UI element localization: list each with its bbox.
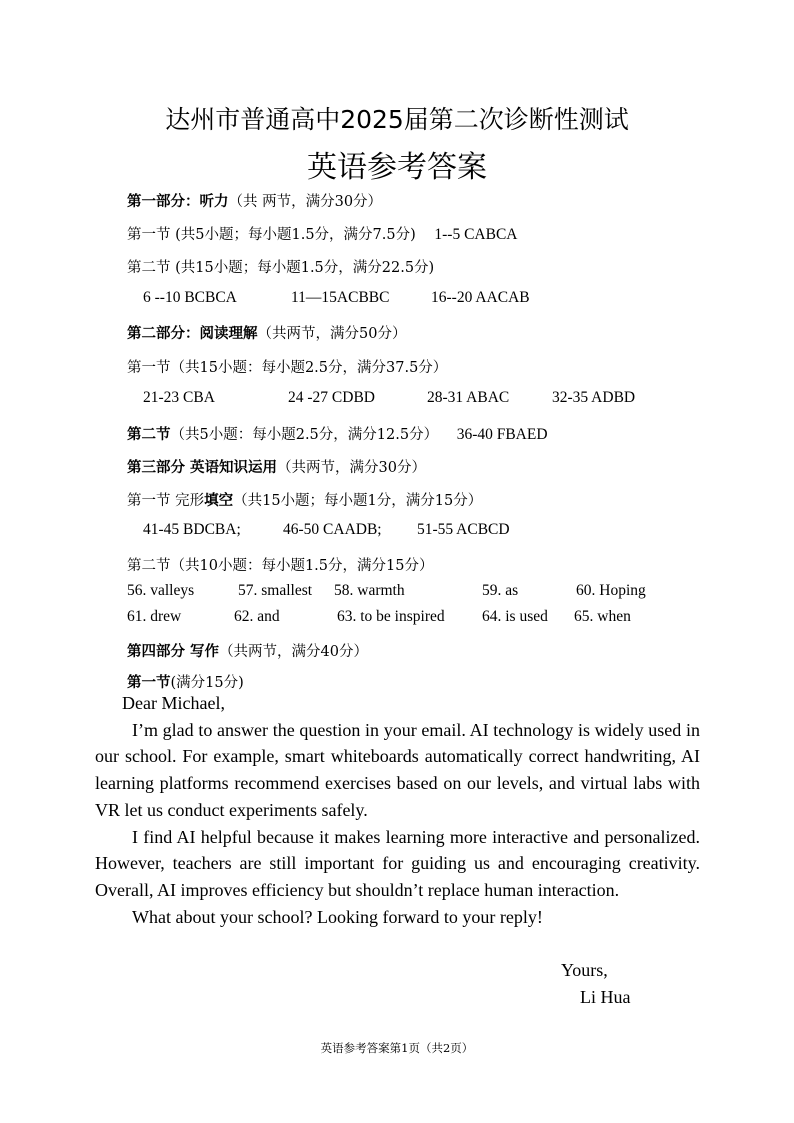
part1-sec1 (127, 223, 518, 244)
answer-item: 58. warmth (334, 582, 405, 599)
answer-item: 62. and (234, 608, 280, 625)
part4-sec1 (127, 671, 244, 692)
answer-item: 64. is used (482, 608, 548, 625)
part1-info: （共 两节，满分30分） (228, 194, 383, 210)
document-title: 达州市普通高中2025届第二次诊断性测试 (165, 105, 629, 134)
page-footer: 英语参考答案第1页（共2页） (320, 1041, 474, 1055)
answer-item: 57. smallest (238, 582, 313, 599)
answer-group: 21-23 CBA (143, 389, 215, 406)
part1-sec1-answers: 1--5 CABCA (434, 226, 518, 243)
document-subtitle: 英语参考答案 (307, 150, 487, 185)
letter-closing: Yours, (561, 960, 608, 980)
answer-group: 41-45 BDCBA; (143, 521, 241, 538)
part3-sec2-label: 第二节（共10小题：每小题1.5分，满分15分） (127, 558, 434, 574)
letter-signature: Li Hua (580, 987, 631, 1007)
answer-group: 16--20 AACAB (431, 289, 530, 306)
part4-sec1-label: 第一节 (127, 675, 171, 691)
answer-item: 63. to be inspired (337, 608, 445, 625)
part2-info: （共两节，满分50分） (257, 326, 407, 342)
letter-paragraph: What about your school? Looking forward to your reply! (132, 906, 543, 927)
answer-group: 11—15ACBBC (291, 289, 390, 306)
part4-heading: 第四部分 写作 (127, 644, 220, 660)
part3-sec1-label-bold: 填空 (204, 493, 234, 509)
part1-heading: 第一部分：听力 (127, 194, 229, 210)
answer-item: 56. valleys (127, 582, 195, 599)
part2-sec2-info: （共5小题：每小题2.5分，满分12.5分） (170, 427, 439, 443)
letter-paragraph: I’m glad to answer the question in your email. AI technology is widely used in our school. For example, smart whiteboards automatically correct handwriting, AI learning platforms recommend exercises based on our levels, and virtual labs with VR let us conduct experiments safely. (95, 719, 700, 820)
answer-group: 51-55 ACBCD (417, 521, 510, 538)
answer-group: 32-35 ADBD (552, 389, 636, 406)
part4-sec1-info: (满分15分) (170, 675, 244, 691)
part4-header (127, 640, 368, 661)
sample-letter (95, 690, 700, 930)
answer-item: 59. as (482, 582, 519, 599)
part3-sec1-info: （共15小题；每小题1分，满分15分） (233, 493, 483, 509)
answer-group: 28-31 ABAC (427, 389, 510, 406)
answer-group: 46-50 CAADB; (283, 521, 382, 538)
part2-sec1-label: 第一节（共15小题：每小题2.5分，满分37.5分） (127, 360, 448, 376)
answer-group: 24 -27 CDBD (288, 389, 375, 406)
part2-heading: 第二部分：阅读理解 (127, 326, 258, 342)
part3-heading: 第三部分 英语知识运用 (127, 460, 278, 476)
part1-sec1-label: 第一节 (共5小题；每小题1.5分，满分7.5分) (127, 227, 416, 243)
part3-info: （共两节，满分30分） (277, 460, 427, 476)
answer-item: 61. drew (127, 608, 182, 625)
part3-header (127, 456, 426, 477)
answer-item: 60. Hoping (576, 582, 646, 599)
part3-sec1 (127, 489, 482, 510)
part3-sec1-label: 第一节 完形 (127, 493, 205, 509)
answer-group: 6 --10 BCBCA (143, 289, 237, 306)
part2-sec2-label: 第二节 (127, 427, 171, 443)
letter-paragraph: I find AI helpful because it makes learning more interactive and personalized. However, teachers are still important for guiding us and encouraging creativity. Overall, AI improves efficiency but shouldn’t replace human interaction. (95, 826, 700, 900)
part1-header (127, 190, 382, 211)
part2-sec2-answers: 36-40 FBAED (456, 426, 548, 443)
answer-item: 65. when (574, 608, 631, 625)
part2-header (127, 322, 406, 343)
letter-greeting: Dear Michael, (122, 693, 225, 713)
part2-sec2 (127, 423, 548, 444)
part1-sec2-label: 第二节 (共15小题；每小题1.5分，满分22.5分) (127, 260, 435, 276)
part4-info: （共两节，满分40分） (219, 644, 369, 660)
